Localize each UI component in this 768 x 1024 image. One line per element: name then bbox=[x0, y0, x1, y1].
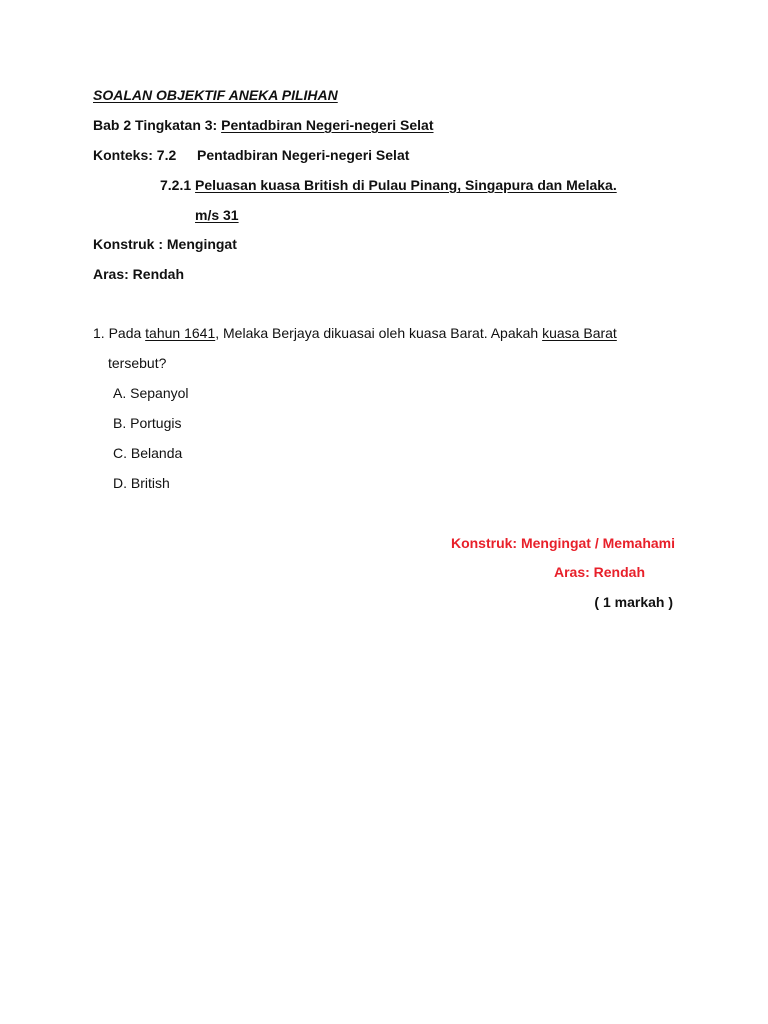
subtopic-text: Peluasan kuasa British di Pulau Pinang, Singapura dan Melaka. bbox=[195, 177, 617, 193]
option-c: C. Belanda bbox=[113, 445, 183, 461]
footer-aras: Aras: Rendah bbox=[553, 564, 645, 580]
page-reference: m/s 31 bbox=[195, 207, 239, 223]
bab-line bbox=[93, 116, 434, 134]
question-underline-year: tahun 1641 bbox=[145, 325, 216, 341]
option-d: D. British bbox=[113, 475, 170, 491]
subtopic-line bbox=[160, 176, 617, 194]
konstruk-label: Konstruk : Mengingat bbox=[93, 236, 237, 252]
question-text-part2: , Melaka Berjaya dikuasai oleh kuasa Barat. Apakah bbox=[215, 325, 543, 341]
konteks-topic: Pentadbiran Negeri-negeri Selat bbox=[197, 147, 410, 163]
konteks-line bbox=[93, 146, 410, 164]
document-title: SOALAN OBJEKTIF ANEKA PILIHAN bbox=[93, 87, 338, 103]
question-text-part1: 1. Pada bbox=[93, 325, 146, 341]
footer-konstruk: Konstruk: Mengingat / Memahami bbox=[450, 535, 675, 551]
bab-prefix: Bab 2 Tingkatan 3: bbox=[93, 117, 222, 133]
konteks-label: Konteks: 7.2 bbox=[93, 147, 177, 163]
option-b: B. Portugis bbox=[113, 415, 182, 431]
bab-topic: Pentadbiran Negeri-negeri Selat bbox=[221, 117, 434, 133]
subtopic-number: 7.2.1 bbox=[160, 177, 196, 193]
question-stem bbox=[93, 324, 617, 342]
option-a: A. Sepanyol bbox=[113, 385, 189, 401]
footer-markah: ( 1 markah ) bbox=[594, 594, 673, 610]
question-underline-power: kuasa Barat bbox=[542, 325, 617, 341]
question-stem-continued: tersebut? bbox=[108, 355, 167, 371]
aras-label: Aras: Rendah bbox=[93, 266, 185, 282]
